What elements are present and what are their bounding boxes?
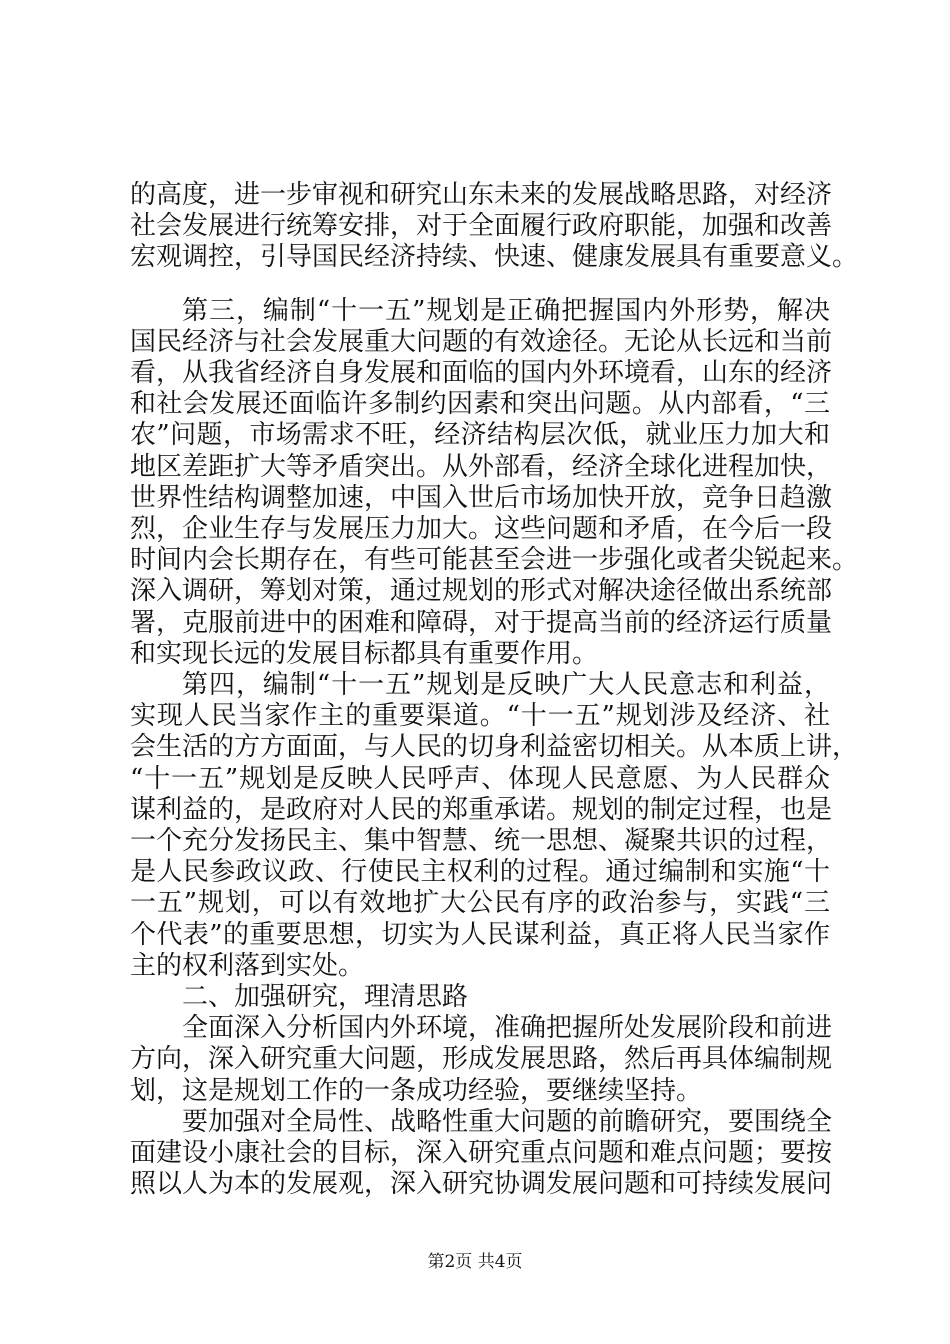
- text-line: 和社会发展还面临许多制约因素和突出问题。从内部看，“三: [130, 389, 830, 419]
- text-line: 个代表”的重要思想，切实为人民谋利益，真正将人民当家作: [130, 920, 830, 950]
- text-line: 一五”规划，可以有效地扩大公民有序的政治参与，实践“三: [130, 888, 830, 918]
- text-line: 署，克服前进中的困难和障碍，对于提高当前的经济运行质量: [130, 608, 833, 638]
- paragraph-start: 全面深入分析国内外环境，准确把握所处发展阶段和前进: [182, 1013, 833, 1043]
- text-line: “十一五”规划是反映人民呼声、体现人民意愿、为人民群众: [130, 764, 830, 794]
- text-line: 烈，企业生存与发展压力加大。这些问题和矛盾，在今后一段: [130, 514, 833, 544]
- text-line: 面建设小康社会的目标，深入研究重点问题和难点问题；要按: [130, 1138, 833, 1168]
- text-line: 看，从我省经济自身发展和面临的国内外环境看，山东的经济: [130, 358, 833, 388]
- text-line: 地区差距扩大等矛盾突出。从外部看，经济全球化进程加快，: [130, 452, 833, 482]
- paragraph-start: 第四，编制“十一五”规划是反映广大人民意志和利益，: [182, 670, 830, 700]
- section-heading: 二、加强研究，理清思路: [182, 982, 469, 1012]
- text-line: 国民经济与社会发展重大问题的有效途径。无论从长远和当前: [130, 327, 833, 357]
- text-line: 世界性结构调整加速，中国入世后市场加快开放，竞争日趋激: [130, 483, 833, 513]
- text-line: 划，这是规划工作的一条成功经验，要继续坚持。: [130, 1076, 703, 1106]
- text-line: 宏观调控，引导国民经济持续、快速、健康发展具有重要意义。: [130, 242, 859, 272]
- text-line: 一个充分发扬民主、集中智慧、统一思想、凝聚共识的过程，: [130, 826, 833, 856]
- text-line: 会生活的方方面面，与人民的切身利益密切相关。从本质上讲，: [130, 732, 859, 762]
- text-line: 是人民参政议政、行使民主权利的过程。通过编制和实施“十: [130, 857, 830, 887]
- text-line: 实现人民当家作主的重要渠道。“十一五”规划涉及经济、社: [130, 701, 830, 731]
- text-line: 方向，深入研究重大问题，形成发展思路，然后再具体编制规: [130, 1044, 833, 1074]
- text-line: 时间内会长期存在，有些可能甚至会进一步强化或者尖锐起来。: [130, 545, 859, 575]
- text-line: 农”问题，市场需求不旺，经济结构层次低，就业压力加大和: [130, 420, 830, 450]
- paragraph-start: 要加强对全局性、战略性重大问题的前瞻研究，要围绕全: [182, 1107, 833, 1137]
- text-line: 深入调研，筹划对策，通过规划的形式对解决途径做出系统部: [130, 576, 833, 606]
- paragraph-start: 第三，编制“十一五”规划是正确把握国内外形势，解决: [182, 296, 830, 326]
- page-number-footer: 第2页 共4页: [427, 1252, 523, 1272]
- text-line: 主的权利落到实处。: [130, 951, 365, 981]
- text-line: 谋利益的，是政府对人民的郑重承诺。规划的制定过程，也是: [130, 795, 833, 825]
- text-line: 照以人为本的发展观，深入研究协调发展问题和可持续发展问: [130, 1169, 833, 1199]
- text-line: 的高度，进一步审视和研究山东未来的发展战略思路，对经济: [130, 180, 833, 210]
- text-line: 社会发展进行统筹安排，对于全面履行政府职能，加强和改善: [130, 211, 833, 241]
- text-line: 和实现长远的发展目标都具有重要作用。: [130, 639, 599, 669]
